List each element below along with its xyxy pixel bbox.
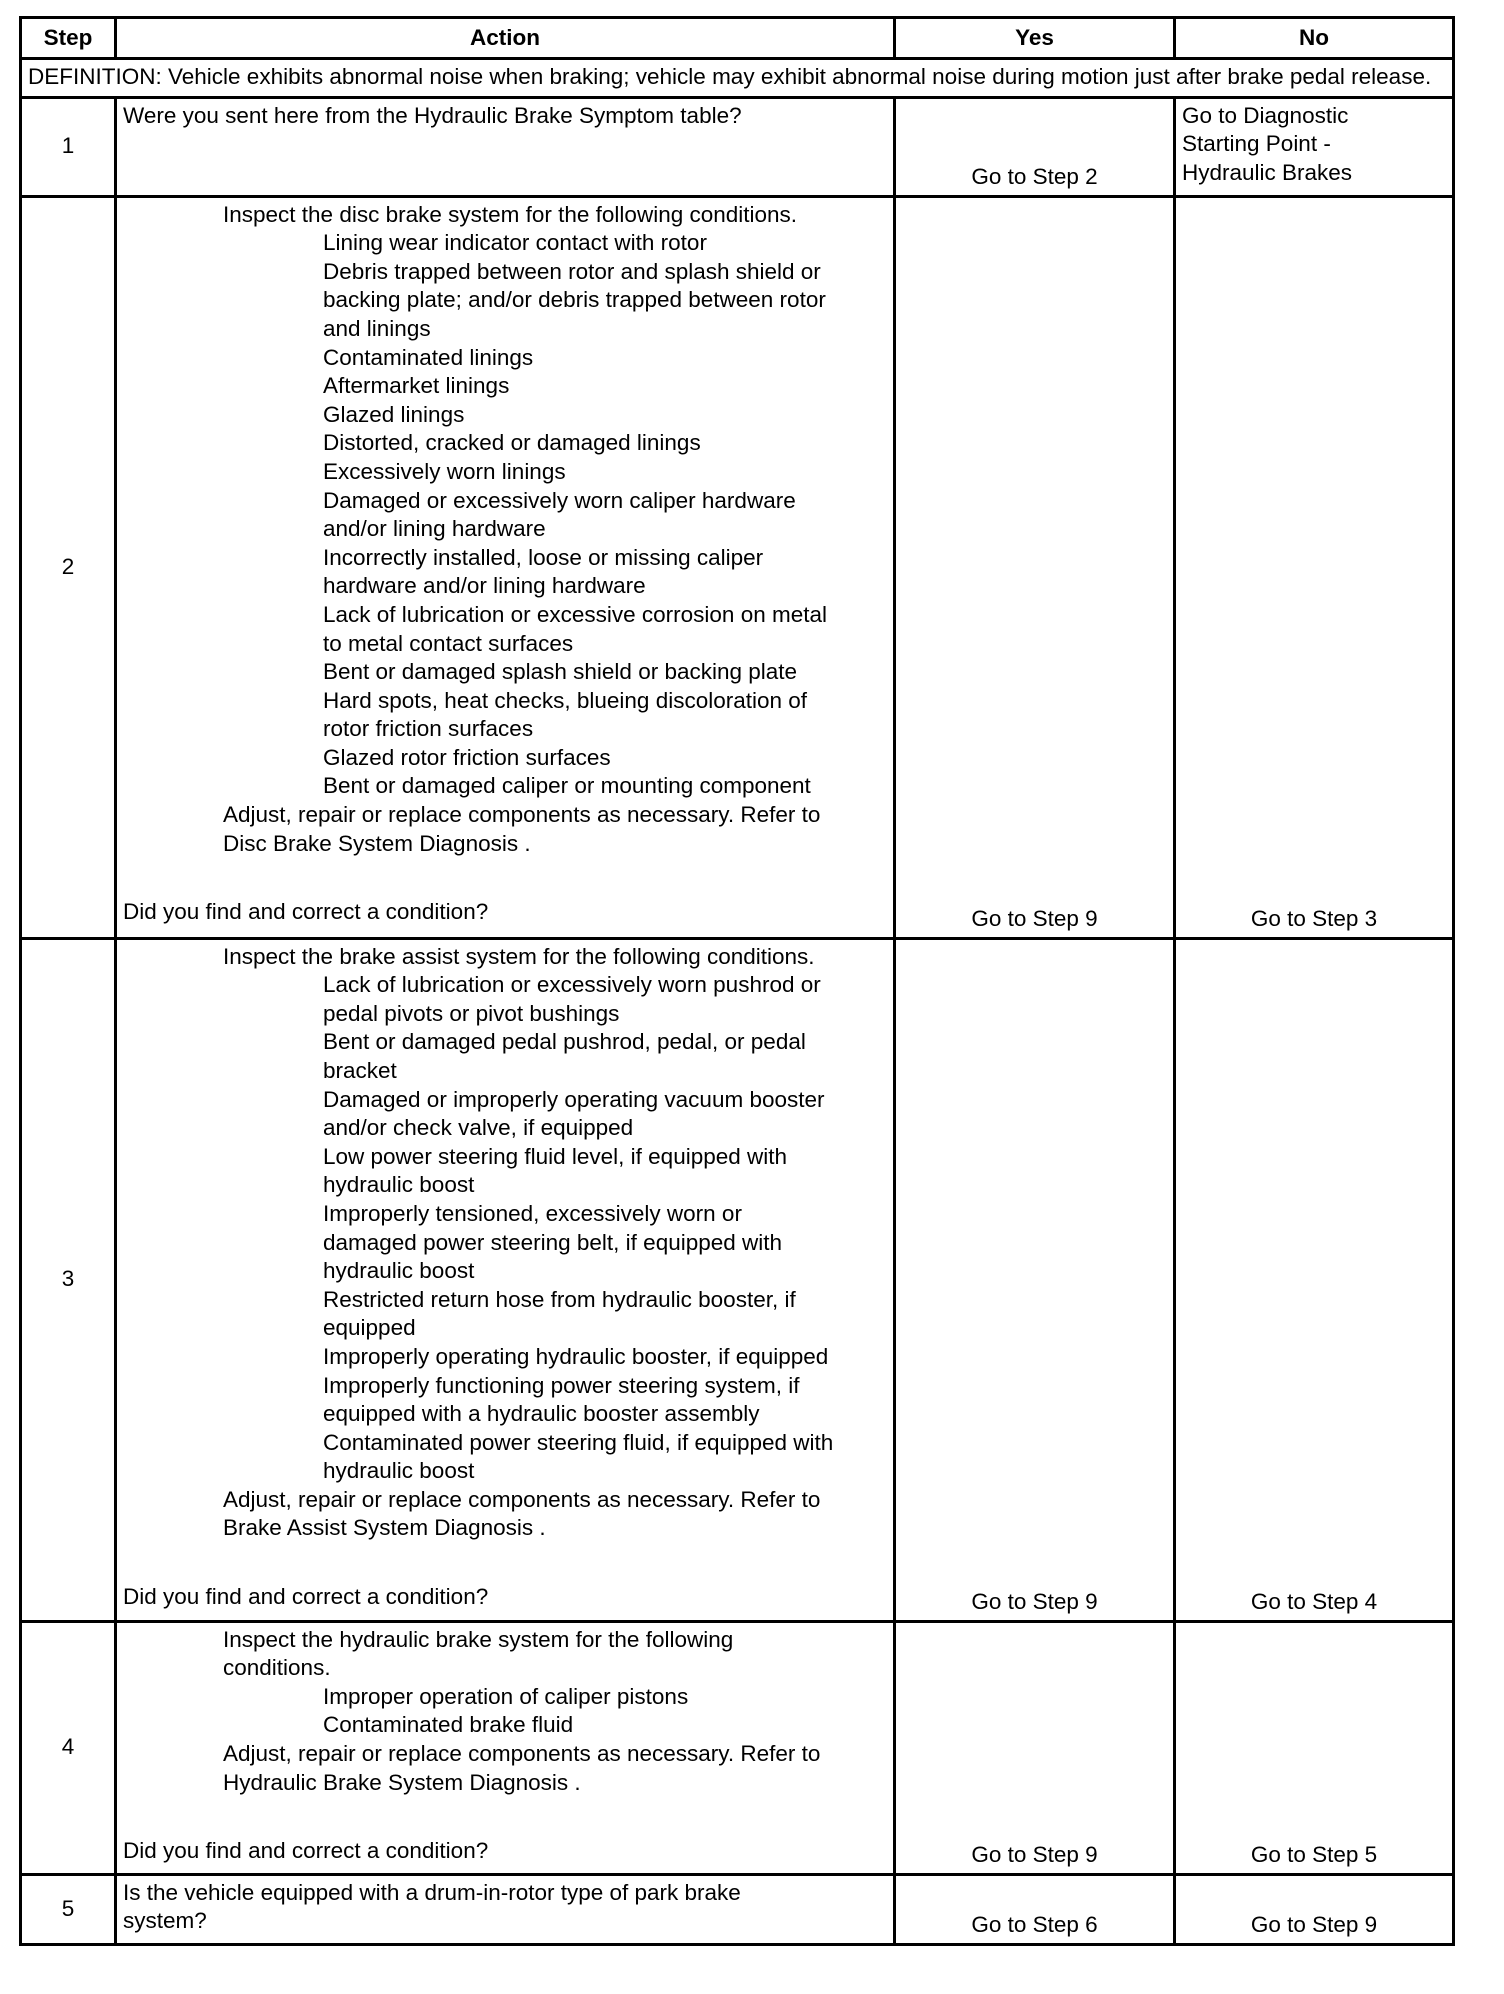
condition-item: Improperly operating hydraulic booster, if equipped	[323, 1343, 829, 1369]
condition-list	[123, 1683, 887, 1740]
table-row	[21, 938, 1454, 1621]
step-intro: Inspect the hydraulic brake system for the following conditions.	[223, 1626, 734, 1681]
header-step: Step	[21, 18, 116, 59]
table-row	[21, 97, 1454, 196]
condition-item: Aftermarket linings	[323, 373, 510, 399]
step-number: 5	[21, 1874, 116, 1944]
step-question: Did you find and correct a condition?	[123, 899, 489, 925]
yes-link[interactable]: Go to Step 6	[971, 1912, 1098, 1937]
condition-item: Hard spots, heat checks, blueing discoloration of rotor friction surfaces	[323, 687, 808, 742]
condition-item: Damaged or improperly operating vacuum booster and/or check valve, if equipped	[323, 1086, 825, 1141]
no-link[interactable]: Go to Step 5	[1250, 1842, 1378, 1867]
table-row	[21, 1874, 1454, 1944]
step-number: 1	[21, 97, 116, 196]
condition-item: Damaged or excessively worn caliper hardware and/or lining hardware	[323, 487, 796, 542]
step-question: Did you find and correct a condition?	[123, 1584, 489, 1610]
header-action: Action	[116, 18, 895, 59]
no-link[interactable]: Go to Step 9	[1250, 1912, 1378, 1937]
condition-item: Distorted, cracked or damaged linings	[323, 430, 701, 456]
step-question: Were you sent here from the Hydraulic Brake Symptom table?	[123, 102, 742, 128]
reference-link[interactable]: Brake Assist System Diagnosis .	[223, 1515, 546, 1541]
no-cell	[1175, 97, 1454, 196]
yes-link[interactable]: Go to Step 9	[971, 1842, 1098, 1867]
no-cell	[1175, 1874, 1454, 1944]
adjust-instruction: Adjust, repair or replace components as necessary. Refer to Hydraulic Brake System Diagnosis .	[123, 1740, 887, 1797]
condition-item: Improper operation of caliper pistons	[323, 1683, 689, 1709]
condition-item: Contaminated brake fluid	[323, 1712, 574, 1738]
condition-item: Lack of lubrication or excessively worn pushrod or pedal pivots or pivot bushings	[323, 972, 821, 1026]
condition-item: Glazed rotor friction surfaces	[323, 744, 611, 770]
yes-cell	[895, 938, 1175, 1621]
adjust-instruction: Adjust, repair or replace components as necessary. Refer to Disc Brake System Diagnosis .	[123, 801, 887, 858]
condition-item: Incorrectly installed, loose or missing caliper hardware and/or lining hardware	[323, 544, 764, 599]
condition-item: Improperly tensioned, excessively worn or damaged power steering belt, if equipped with hydraulic boost	[323, 1200, 783, 1284]
yes-cell	[895, 1874, 1175, 1944]
condition-item: Lining wear indicator contact with rotor	[323, 230, 707, 256]
no-link[interactable]: Go to Diagnostic Starting Point - Hydraulic Brakes	[1182, 102, 1353, 185]
header-yes: Yes	[895, 18, 1175, 59]
action-cell	[116, 97, 895, 196]
condition-item: Glazed linings	[323, 401, 465, 427]
table-row	[21, 1621, 1454, 1874]
condition-item: Contaminated linings	[323, 344, 534, 370]
yes-link[interactable]: Go to Step 9	[971, 906, 1098, 931]
step-question: Is the vehicle equipped with a drum-in-rotor type of park brake system?	[123, 1879, 741, 1934]
no-cell	[1175, 938, 1454, 1621]
step-intro: Inspect the brake assist system for the following conditions.	[223, 943, 815, 969]
condition-item: Low power steering fluid level, if equipped with hydraulic boost	[323, 1143, 788, 1198]
step-number: 4	[21, 1621, 116, 1874]
condition-item: Contaminated power steering fluid, if equipped with hydraulic boost	[323, 1429, 834, 1484]
condition-list	[123, 971, 887, 1486]
definition-text: DEFINITION: Vehicle exhibits abnormal noise when braking; vehicle may exhibit abnormal noise during motion just after brake pedal release.	[21, 59, 1454, 98]
header-no: No	[1175, 18, 1454, 59]
step-number: 2	[21, 196, 116, 938]
definition-row	[21, 59, 1454, 98]
condition-item: Restricted return hose from hydraulic booster, if equipped	[323, 1286, 796, 1341]
action-cell	[116, 1621, 895, 1874]
action-cell	[116, 938, 895, 1621]
yes-cell	[895, 97, 1175, 196]
yes-cell	[895, 196, 1175, 938]
diagnostic-table	[19, 16, 1455, 1946]
step-intro: Inspect the disc brake system for the following conditions.	[223, 201, 798, 227]
step-question: Did you find and correct a condition?	[123, 1838, 489, 1864]
yes-cell	[895, 1621, 1175, 1874]
reference-link[interactable]: Hydraulic Brake System Diagnosis .	[223, 1769, 581, 1795]
yes-link[interactable]: Go to Step 2	[971, 164, 1098, 189]
no-cell	[1175, 1621, 1454, 1874]
condition-item: Bent or damaged caliper or mounting component	[323, 773, 811, 799]
no-link[interactable]: Go to Step 3	[1250, 906, 1378, 931]
condition-item: Excessively worn linings	[323, 458, 566, 484]
condition-item: Improperly functioning power steering system, if equipped with a hydraulic booster assembly	[323, 1372, 800, 1427]
yes-link[interactable]: Go to Step 9	[971, 1589, 1098, 1614]
condition-list	[123, 229, 887, 801]
header-row	[21, 18, 1454, 59]
action-cell	[116, 1874, 895, 1944]
no-link[interactable]: Go to Step 4	[1250, 1589, 1378, 1614]
condition-item: Debris trapped between rotor and splash shield or backing plate; and/or debris trapped between rotor and linings	[323, 258, 826, 341]
table-row	[21, 196, 1454, 938]
condition-item: Bent or damaged splash shield or backing plate	[323, 659, 798, 685]
step-number: 3	[21, 938, 116, 1621]
reference-link[interactable]: Disc Brake System Diagnosis .	[223, 830, 531, 856]
action-cell	[116, 196, 895, 938]
adjust-instruction: Adjust, repair or replace components as necessary. Refer to Brake Assist System Diagnosis .	[123, 1486, 887, 1543]
condition-item: Bent or damaged pedal pushrod, pedal, or pedal bracket	[323, 1029, 806, 1083]
condition-item: Lack of lubrication or excessive corrosion on metal to metal contact surfaces	[323, 601, 827, 656]
no-cell	[1175, 196, 1454, 938]
